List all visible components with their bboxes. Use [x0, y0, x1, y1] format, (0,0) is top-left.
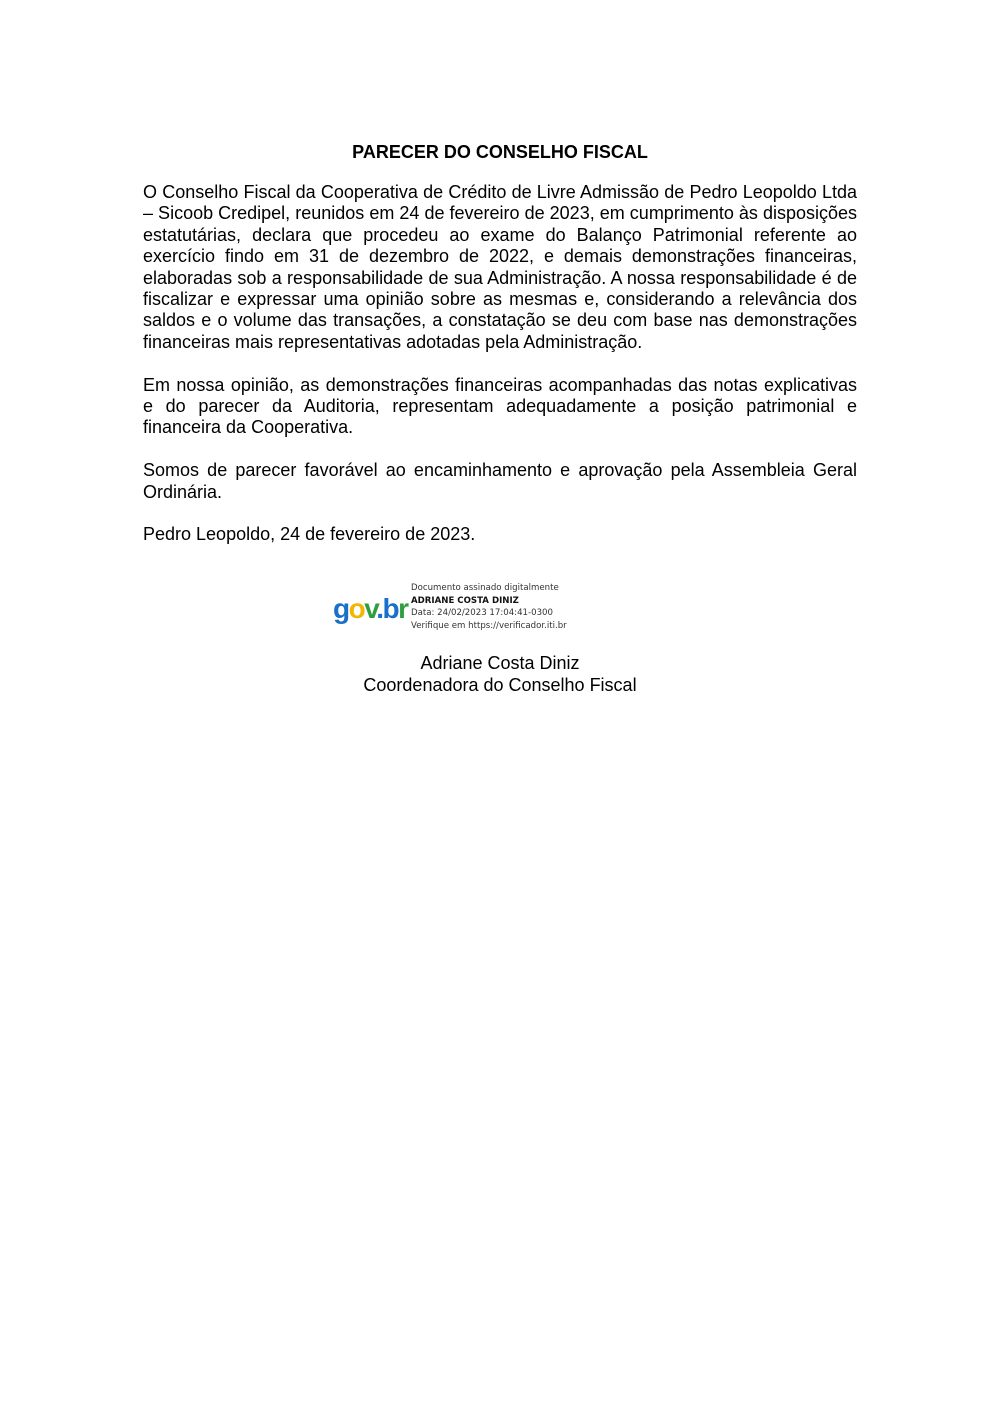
place-date: Pedro Leopoldo, 24 de fevereiro de 2023.	[143, 524, 476, 545]
document-body	[143, 182, 857, 567]
signature-verify: Verifique em https://verificador.iti.br	[411, 620, 567, 631]
signer-name: Adriane Costa Diniz	[420, 653, 580, 673]
govbr-logo: gov.br	[333, 593, 408, 624]
signature-signer: ADRIANE COSTA DINIZ	[411, 595, 519, 606]
paragraph-exam: O Conselho Fiscal da Cooperativa de Crédito de Livre Admissão de Pedro Leopoldo Ltda – Sicoob Credipel, reunidos em 24 de fevereiro de 2023, em cumprimento às disposições estatutárias, declara que procedeu ao exame do Balanço Patrimonial referente ao exercício findo em 31 de dezembro de 2022, e demais demonstrações financeiras, elaboradas sob a responsabilidade de sua Administração. A nossa responsabilidade é de fiscalizar e expressar uma opinião sobre as mesmas e, considerando a relevância dos saldos e o volume das transações, a constatação se deu com base nas demonstrações financeiras mais representativas adotadas pela Administração.	[143, 182, 857, 352]
signature-details	[411, 582, 567, 632]
signature-header: Documento assinado digitalmente	[411, 583, 559, 593]
signer-role: Coordenadora do Conselho Fiscal	[363, 675, 637, 695]
paragraph-favorable: Somos de parecer favorável ao encaminhamento e aprovação pela Assembleia Geral Ordinária.	[143, 460, 857, 502]
signature-date: Data: 24/02/2023 17:04:41-0300	[411, 608, 553, 618]
paragraph-opinion: Em nossa opinião, as demonstrações financeiras acompanhadas das notas explicativas e do parecer da Auditoria, representam adequadamente a posição patrimonial e financeira da Cooperativa.	[143, 374, 857, 438]
document-title: PARECER DO CONSELHO FISCAL	[352, 142, 648, 162]
signer-info	[143, 652, 857, 696]
digital-signature-stamp	[333, 580, 593, 640]
